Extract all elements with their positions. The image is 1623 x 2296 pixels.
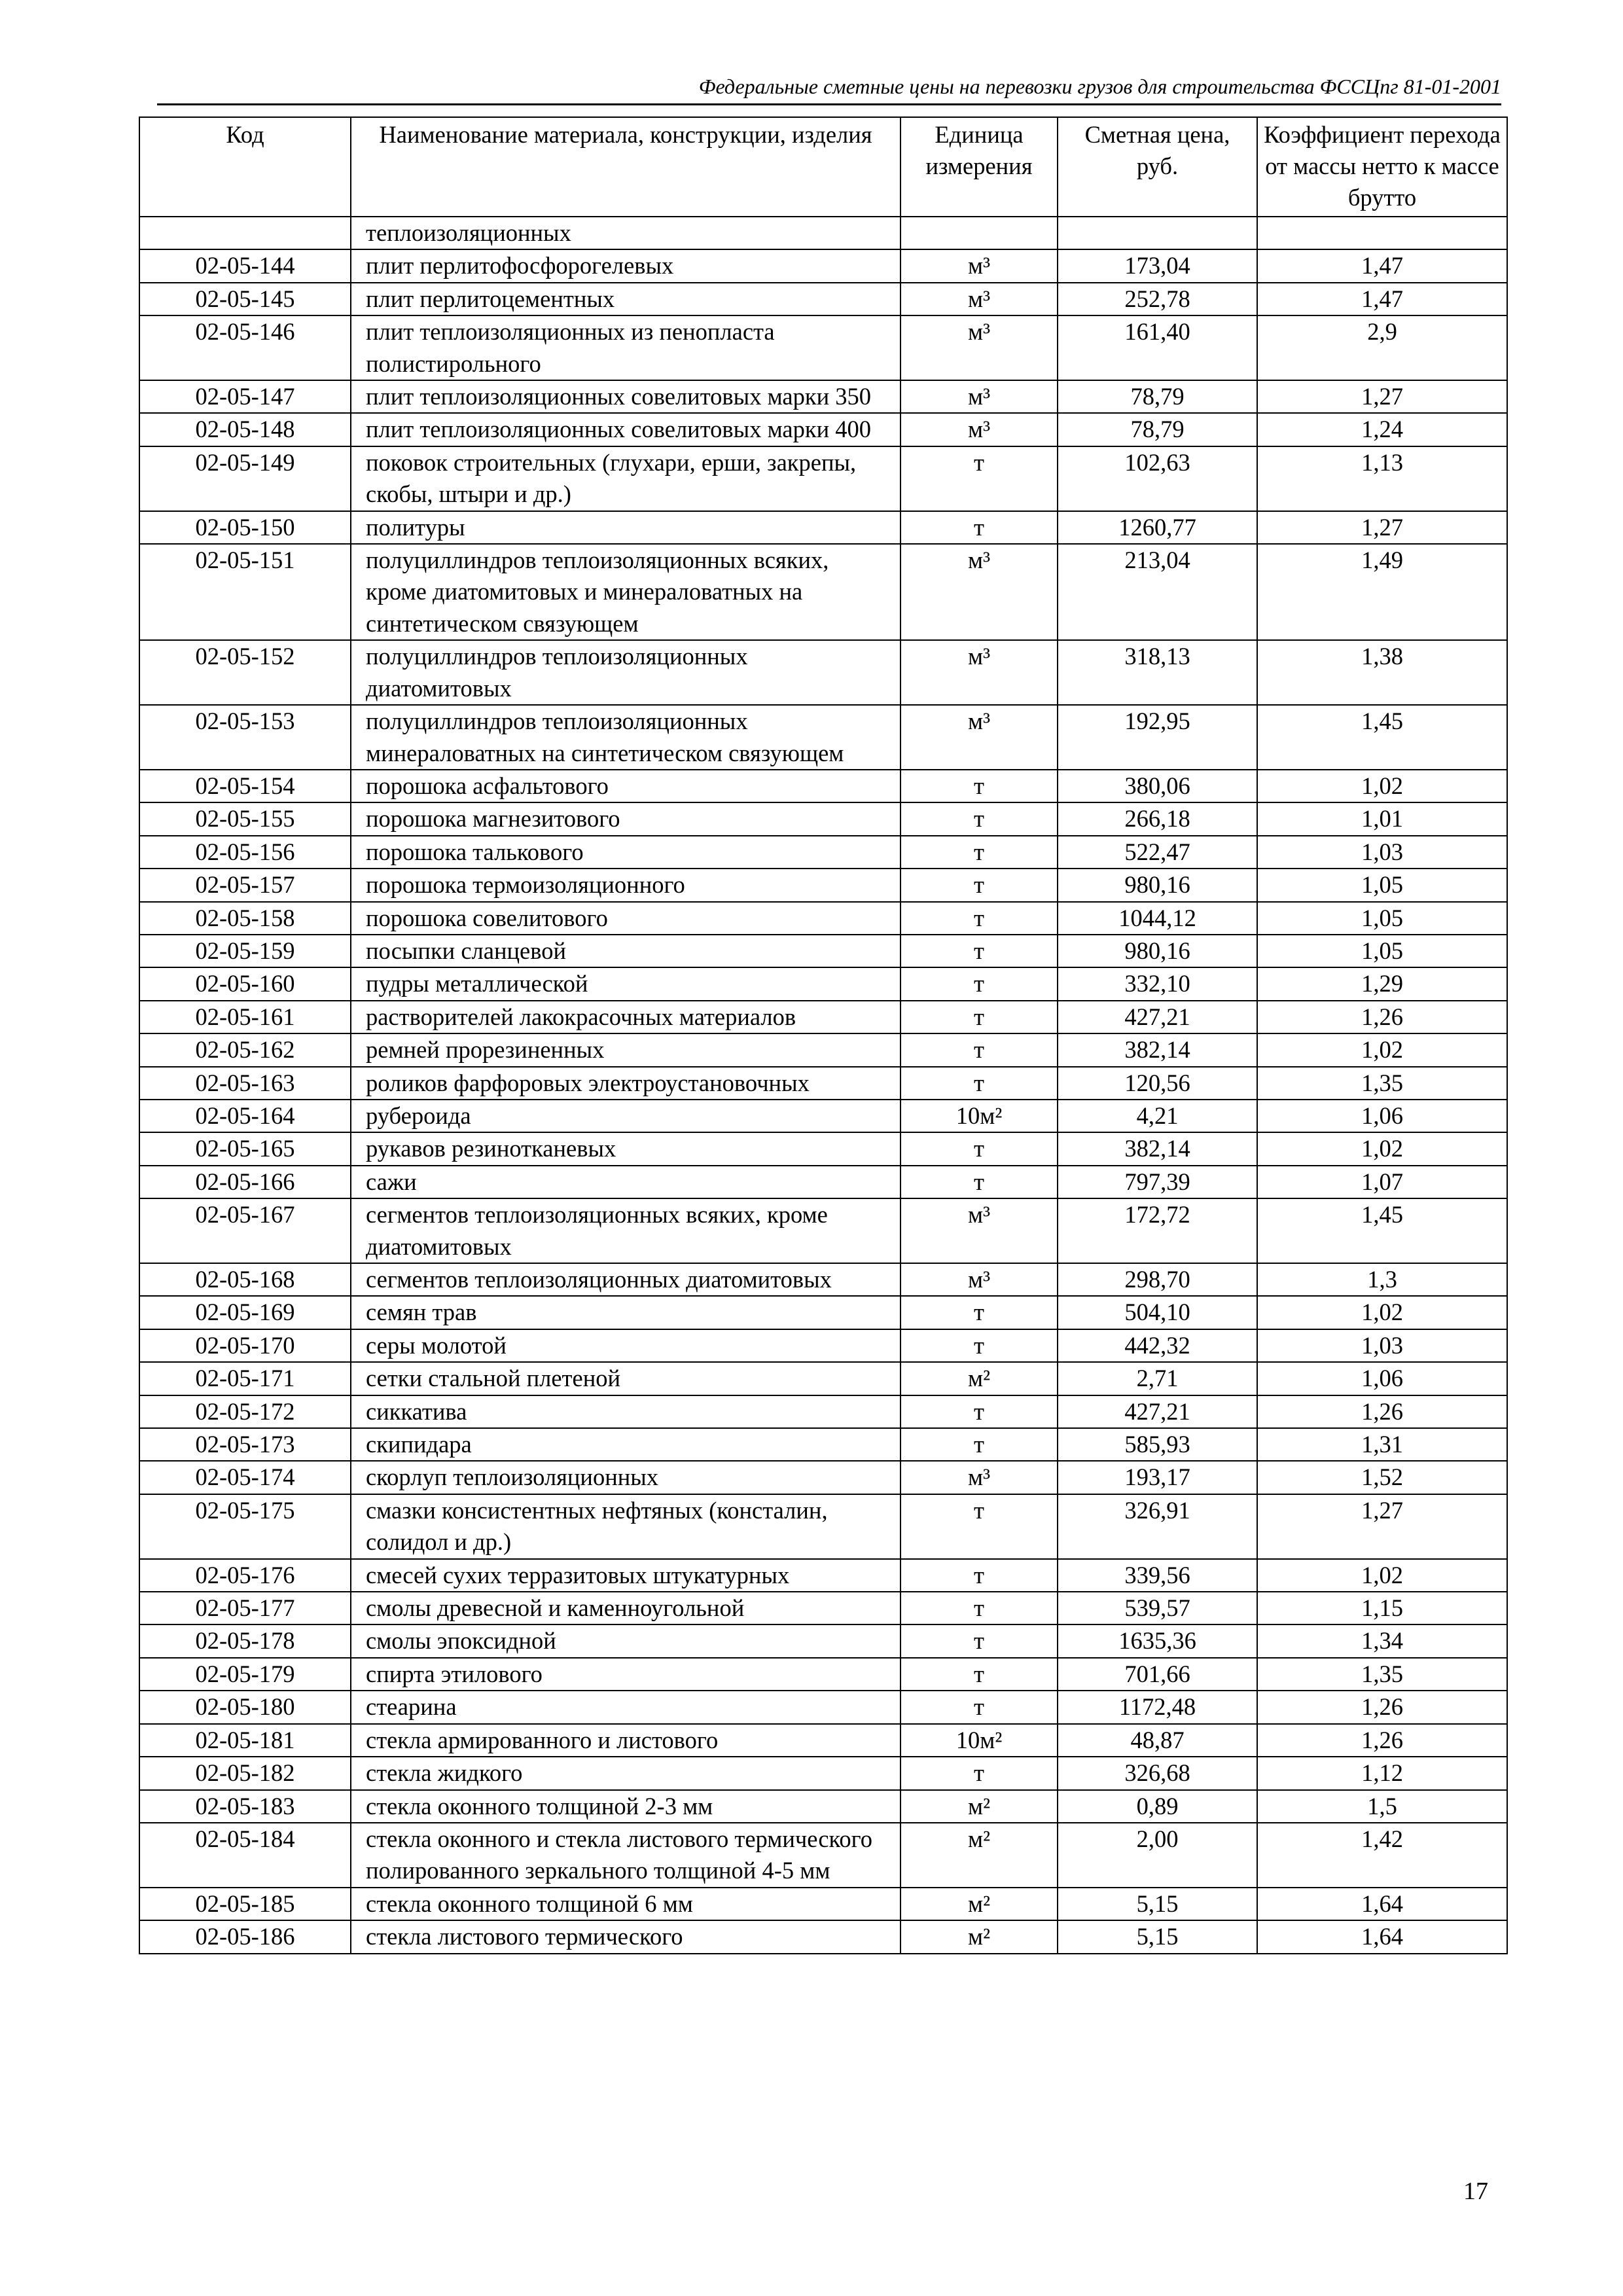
cell-price: 1635,36 (1058, 1624, 1257, 1657)
cell-code: 02-05-170 (139, 1329, 351, 1362)
cell-name: рубероида (351, 1100, 901, 1132)
cell-price: 701,66 (1058, 1658, 1257, 1691)
cell-coefficient: 1,02 (1257, 770, 1507, 802)
table-row (139, 836, 1507, 869)
cell-coefficient: 1,07 (1257, 1166, 1507, 1198)
cell-price: 539,57 (1058, 1592, 1257, 1624)
cell-name: сиккатива (351, 1395, 901, 1428)
cell-code: 02-05-185 (139, 1888, 351, 1920)
table-row (139, 1067, 1507, 1100)
table-row (139, 1658, 1507, 1691)
table-row (139, 1132, 1507, 1165)
cell-name: стекла оконного и стекла листового термического полированного зеркального толщиной 4-5 мм (351, 1823, 901, 1888)
cell-code: 02-05-176 (139, 1559, 351, 1592)
cell-code: 02-05-174 (139, 1461, 351, 1494)
cell-code: 02-05-171 (139, 1362, 351, 1395)
cell-price: 1260,77 (1058, 511, 1257, 544)
cell-code: 02-05-182 (139, 1757, 351, 1789)
cell-unit: т (901, 1033, 1058, 1066)
table-row (139, 1888, 1507, 1920)
cell-coefficient: 1,15 (1257, 1592, 1507, 1624)
cell-coefficient: 1,64 (1257, 1920, 1507, 1953)
cell-code: 02-05-169 (139, 1296, 351, 1329)
cell-price: 2,00 (1058, 1823, 1257, 1888)
cell-name: сажи (351, 1166, 901, 1198)
cell-unit: т (901, 1329, 1058, 1362)
cell-price: 797,39 (1058, 1166, 1257, 1198)
cell-name: порошока совелитового (351, 902, 901, 935)
cell-price: 382,14 (1058, 1033, 1257, 1066)
cell-coefficient: 1,06 (1257, 1362, 1507, 1395)
cell-name: порошока термоизоляционного (351, 869, 901, 901)
cell-code: 02-05-165 (139, 1132, 351, 1165)
cell-unit: м³ (901, 413, 1058, 446)
cell-code: 02-05-173 (139, 1428, 351, 1461)
table-row (139, 935, 1507, 967)
cell-unit: т (901, 1757, 1058, 1789)
table-row (139, 1296, 1507, 1329)
cell-name: полуциллиндров теплоизоляционных всяких, кроме диатомитовых и минераловатных на синтетическом связующем (351, 544, 901, 640)
cell-code: 02-05-156 (139, 836, 351, 869)
table-row (139, 1624, 1507, 1657)
table-row (139, 1757, 1507, 1789)
cell-code: 02-05-160 (139, 967, 351, 1000)
cell-price: 504,10 (1058, 1296, 1257, 1329)
cell-coefficient: 1,64 (1257, 1888, 1507, 1920)
cell-unit: т (901, 1494, 1058, 1559)
cell-unit: т (901, 1067, 1058, 1100)
cell-price: 48,87 (1058, 1724, 1257, 1757)
cell-unit: м³ (901, 380, 1058, 413)
cell-unit: т (901, 1296, 1058, 1329)
cell-price: 5,15 (1058, 1920, 1257, 1953)
cell-name: смолы эпоксидной (351, 1624, 901, 1657)
cell-price: 78,79 (1058, 413, 1257, 446)
table-row (139, 1263, 1507, 1296)
cell-name: стекла армированного и листового (351, 1724, 901, 1757)
cell-name: плит теплоизоляционных совелитовых марки 400 (351, 413, 901, 446)
cell-code: 02-05-145 (139, 283, 351, 315)
cell-name: рукавов резинотканевых (351, 1132, 901, 1165)
cell-name: семян трав (351, 1296, 901, 1329)
cell-unit: т (901, 1559, 1058, 1592)
cell-unit: т (901, 1395, 1058, 1428)
cell-name: полуциллиндров теплоизоляционных диатомитовых (351, 640, 901, 705)
cell-name: плит теплоизоляционных совелитовых марки 350 (351, 380, 901, 413)
cell-name: порошока талькового (351, 836, 901, 869)
table-row (139, 1920, 1507, 1953)
cell-price: 1172,48 (1058, 1691, 1257, 1723)
cell-price: 980,16 (1058, 935, 1257, 967)
cell-unit: м³ (901, 705, 1058, 770)
cell-price: 380,06 (1058, 770, 1257, 802)
table-row (139, 1592, 1507, 1624)
cell-unit: 10м² (901, 1724, 1058, 1757)
cell-price: 382,14 (1058, 1132, 1257, 1165)
cell-unit: т (901, 935, 1058, 967)
table-row (139, 1823, 1507, 1888)
header-coefficient: Коэффициент перехода от массы нетто к массе брутто (1257, 117, 1507, 217)
cell-coefficient: 1,26 (1257, 1691, 1507, 1723)
cell-coefficient: 1,34 (1257, 1624, 1507, 1657)
table-row (139, 544, 1507, 640)
cell-name: ремней прорезиненных (351, 1033, 901, 1066)
running-header: Федеральные сметные цены на перевозки грузов для строительства ФССЦпг 81-01-2001 (157, 72, 1501, 105)
cell-coefficient: 1,52 (1257, 1461, 1507, 1494)
cell-unit: м³ (901, 1263, 1058, 1296)
cell-coefficient: 1,5 (1257, 1790, 1507, 1823)
cell-code: 02-05-144 (139, 249, 351, 282)
table-row (139, 1461, 1507, 1494)
cell-coefficient: 1,24 (1257, 413, 1507, 446)
cell-unit: м² (901, 1888, 1058, 1920)
cell-unit: т (901, 511, 1058, 544)
cell-code: 02-05-183 (139, 1790, 351, 1823)
cell-unit: м² (901, 1362, 1058, 1395)
cell-name: скорлуп теплоизоляционных (351, 1461, 901, 1494)
table-row (139, 770, 1507, 802)
cell-unit: т (901, 836, 1058, 869)
cell-name: посыпки сланцевой (351, 935, 901, 967)
cell-coefficient: 1,38 (1257, 640, 1507, 705)
cell-coefficient (1257, 217, 1507, 249)
cell-code: 02-05-172 (139, 1395, 351, 1428)
header-price: Сметная цена, руб. (1058, 117, 1257, 217)
cell-price: 326,68 (1058, 1757, 1257, 1789)
cell-unit: м³ (901, 1461, 1058, 1494)
cell-coefficient: 1,03 (1257, 836, 1507, 869)
cell-code: 02-05-186 (139, 1920, 351, 1953)
cell-name: роликов фарфоровых электроустановочных (351, 1067, 901, 1100)
cell-coefficient: 1,05 (1257, 869, 1507, 901)
cell-price: 318,13 (1058, 640, 1257, 705)
table-row (139, 802, 1507, 835)
cell-coefficient: 1,45 (1257, 1198, 1507, 1263)
cell-price: 522,47 (1058, 836, 1257, 869)
price-table (139, 117, 1508, 1954)
cell-code: 02-05-166 (139, 1166, 351, 1198)
cell-unit: м² (901, 1790, 1058, 1823)
cell-price (1058, 217, 1257, 249)
cell-code: 02-05-168 (139, 1263, 351, 1296)
cell-unit: м² (901, 1920, 1058, 1953)
cell-name: плит перлитоцементных (351, 283, 901, 315)
cell-code: 02-05-155 (139, 802, 351, 835)
cell-coefficient: 1,35 (1257, 1067, 1507, 1100)
cell-name: стекла листового термического (351, 1920, 901, 1953)
cell-name: стеарина (351, 1691, 901, 1723)
header-code: Код (139, 117, 351, 217)
cell-code: 02-05-162 (139, 1033, 351, 1066)
cell-coefficient: 1,3 (1257, 1263, 1507, 1296)
cell-coefficient: 1,27 (1257, 380, 1507, 413)
cell-coefficient: 1,26 (1257, 1395, 1507, 1428)
page-number: 17 (1463, 2178, 1488, 2205)
cell-price: 192,95 (1058, 705, 1257, 770)
cell-price: 326,91 (1058, 1494, 1257, 1559)
cell-code: 02-05-163 (139, 1067, 351, 1100)
cell-code: 02-05-161 (139, 1001, 351, 1033)
table-row (139, 1724, 1507, 1757)
cell-unit: м³ (901, 544, 1058, 640)
cell-coefficient: 1,47 (1257, 283, 1507, 315)
cell-price: 266,18 (1058, 802, 1257, 835)
table-row (139, 283, 1507, 315)
cell-price: 5,15 (1058, 1888, 1257, 1920)
cell-coefficient: 1,49 (1257, 544, 1507, 640)
cell-name: спирта этилового (351, 1658, 901, 1691)
cell-code: 02-05-148 (139, 413, 351, 446)
cell-coefficient: 1,05 (1257, 935, 1507, 967)
table-header-row (139, 117, 1507, 217)
table-row (139, 1691, 1507, 1723)
cell-code: 02-05-179 (139, 1658, 351, 1691)
cell-unit: т (901, 1166, 1058, 1198)
cell-coefficient: 1,29 (1257, 967, 1507, 1000)
cell-price: 427,21 (1058, 1395, 1257, 1428)
cell-unit: т (901, 446, 1058, 511)
table-row (139, 640, 1507, 705)
cell-coefficient: 1,42 (1257, 1823, 1507, 1888)
table-body (139, 217, 1507, 1954)
cell-code (139, 217, 351, 249)
cell-name: смазки консистентных нефтяных (консталин, солидол и др.) (351, 1494, 901, 1559)
table-row (139, 869, 1507, 901)
cell-price: 339,56 (1058, 1559, 1257, 1592)
table-row (139, 1559, 1507, 1592)
table-row (139, 1100, 1507, 1132)
cell-coefficient: 1,02 (1257, 1559, 1507, 1592)
cell-price: 173,04 (1058, 249, 1257, 282)
cell-price: 4,21 (1058, 1100, 1257, 1132)
cell-unit: м³ (901, 640, 1058, 705)
table-row (139, 1001, 1507, 1033)
cell-coefficient: 1,02 (1257, 1033, 1507, 1066)
cell-price: 172,72 (1058, 1198, 1257, 1263)
cell-unit (901, 217, 1058, 249)
table-row (139, 1362, 1507, 1395)
table-row (139, 1494, 1507, 1559)
cell-unit: м³ (901, 315, 1058, 380)
cell-price: 161,40 (1058, 315, 1257, 380)
cell-unit: т (901, 770, 1058, 802)
cell-name: скипидара (351, 1428, 901, 1461)
cell-code: 02-05-164 (139, 1100, 351, 1132)
cell-code: 02-05-159 (139, 935, 351, 967)
table-row (139, 1198, 1507, 1263)
table-row (139, 1329, 1507, 1362)
cell-unit: т (901, 1624, 1058, 1657)
cell-unit: 10м² (901, 1100, 1058, 1132)
cell-price: 442,32 (1058, 1329, 1257, 1362)
table-row (139, 1790, 1507, 1823)
cell-name: теплоизоляционных (351, 217, 901, 249)
header-unit: Единица измерения (901, 117, 1058, 217)
cell-name: сетки стальной плетеной (351, 1362, 901, 1395)
cell-coefficient: 1,03 (1257, 1329, 1507, 1362)
table-row (139, 511, 1507, 544)
header-name: Наименование материала, конструкции, изделия (351, 117, 901, 217)
cell-code: 02-05-146 (139, 315, 351, 380)
cell-price: 193,17 (1058, 1461, 1257, 1494)
cell-price: 427,21 (1058, 1001, 1257, 1033)
cell-coefficient: 2,9 (1257, 315, 1507, 380)
cell-price: 102,63 (1058, 446, 1257, 511)
cell-name: плит теплоизоляционных из пенопласта полистирольного (351, 315, 901, 380)
cell-price: 1044,12 (1058, 902, 1257, 935)
cell-coefficient: 1,45 (1257, 705, 1507, 770)
cell-code: 02-05-167 (139, 1198, 351, 1263)
table-row (139, 217, 1507, 249)
cell-coefficient: 1,02 (1257, 1132, 1507, 1165)
cell-coefficient: 1,02 (1257, 1296, 1507, 1329)
cell-code: 02-05-147 (139, 380, 351, 413)
cell-code: 02-05-181 (139, 1724, 351, 1757)
cell-price: 213,04 (1058, 544, 1257, 640)
cell-coefficient: 1,35 (1257, 1658, 1507, 1691)
table-row (139, 967, 1507, 1000)
cell-code: 02-05-177 (139, 1592, 351, 1624)
table-row (139, 705, 1507, 770)
cell-price: 2,71 (1058, 1362, 1257, 1395)
cell-unit: м³ (901, 283, 1058, 315)
cell-name: стекла оконного толщиной 6 мм (351, 1888, 901, 1920)
cell-coefficient: 1,05 (1257, 902, 1507, 935)
cell-price: 0,89 (1058, 1790, 1257, 1823)
cell-coefficient: 1,47 (1257, 249, 1507, 282)
table-row (139, 1166, 1507, 1198)
cell-name: сегментов теплоизоляционных диатомитовых (351, 1263, 901, 1296)
cell-name: порошока асфальтового (351, 770, 901, 802)
cell-name: порошока магнезитового (351, 802, 901, 835)
cell-code: 02-05-150 (139, 511, 351, 544)
cell-price: 252,78 (1058, 283, 1257, 315)
cell-name: сегментов теплоизоляционных всяких, кроме диатомитовых (351, 1198, 901, 1263)
cell-price: 298,70 (1058, 1263, 1257, 1296)
cell-name: растворителей лакокрасочных материалов (351, 1001, 901, 1033)
cell-name: поковок строительных (глухари, ерши, закрепы, скобы, штыри и др.) (351, 446, 901, 511)
table-row (139, 413, 1507, 446)
cell-unit: т (901, 802, 1058, 835)
table-row (139, 1395, 1507, 1428)
cell-name: политуры (351, 511, 901, 544)
cell-code: 02-05-175 (139, 1494, 351, 1559)
cell-name: пудры металлической (351, 967, 901, 1000)
cell-coefficient: 1,12 (1257, 1757, 1507, 1789)
cell-unit: т (901, 1658, 1058, 1691)
cell-unit: м² (901, 1823, 1058, 1888)
table-row (139, 1428, 1507, 1461)
cell-code: 02-05-178 (139, 1624, 351, 1657)
cell-unit: м³ (901, 1198, 1058, 1263)
table-row (139, 315, 1507, 380)
cell-coefficient: 1,27 (1257, 1494, 1507, 1559)
cell-code: 02-05-153 (139, 705, 351, 770)
cell-unit: т (901, 902, 1058, 935)
cell-coefficient: 1,31 (1257, 1428, 1507, 1461)
cell-coefficient: 1,26 (1257, 1001, 1507, 1033)
cell-code: 02-05-154 (139, 770, 351, 802)
cell-unit: т (901, 869, 1058, 901)
cell-code: 02-05-151 (139, 544, 351, 640)
cell-price: 78,79 (1058, 380, 1257, 413)
cell-code: 02-05-157 (139, 869, 351, 901)
cell-price: 980,16 (1058, 869, 1257, 901)
cell-code: 02-05-152 (139, 640, 351, 705)
cell-coefficient: 1,13 (1257, 446, 1507, 511)
cell-unit: т (901, 1132, 1058, 1165)
cell-unit: т (901, 1592, 1058, 1624)
cell-price: 120,56 (1058, 1067, 1257, 1100)
cell-name: стекла жидкого (351, 1757, 901, 1789)
cell-unit: т (901, 1428, 1058, 1461)
cell-name: стекла оконного толщиной 2-3 мм (351, 1790, 901, 1823)
cell-name: серы молотой (351, 1329, 901, 1362)
cell-unit: т (901, 1001, 1058, 1033)
cell-name: плит перлитофосфорогелевых (351, 249, 901, 282)
cell-coefficient: 1,27 (1257, 511, 1507, 544)
cell-price: 332,10 (1058, 967, 1257, 1000)
cell-code: 02-05-180 (139, 1691, 351, 1723)
cell-unit: т (901, 1691, 1058, 1723)
cell-price: 585,93 (1058, 1428, 1257, 1461)
cell-code: 02-05-149 (139, 446, 351, 511)
cell-name: полуциллиндров теплоизоляционных минераловатных на синтетическом связующем (351, 705, 901, 770)
cell-name: смесей сухих терразитовых штукатурных (351, 1559, 901, 1592)
cell-unit: м³ (901, 249, 1058, 282)
table-row (139, 380, 1507, 413)
table-row (139, 902, 1507, 935)
cell-code: 02-05-184 (139, 1823, 351, 1888)
cell-coefficient: 1,06 (1257, 1100, 1507, 1132)
cell-name: смолы древесной и каменноугольной (351, 1592, 901, 1624)
cell-coefficient: 1,26 (1257, 1724, 1507, 1757)
cell-code: 02-05-158 (139, 902, 351, 935)
table-row (139, 1033, 1507, 1066)
cell-unit: т (901, 967, 1058, 1000)
table-row (139, 446, 1507, 511)
cell-coefficient: 1,01 (1257, 802, 1507, 835)
table-row (139, 249, 1507, 282)
